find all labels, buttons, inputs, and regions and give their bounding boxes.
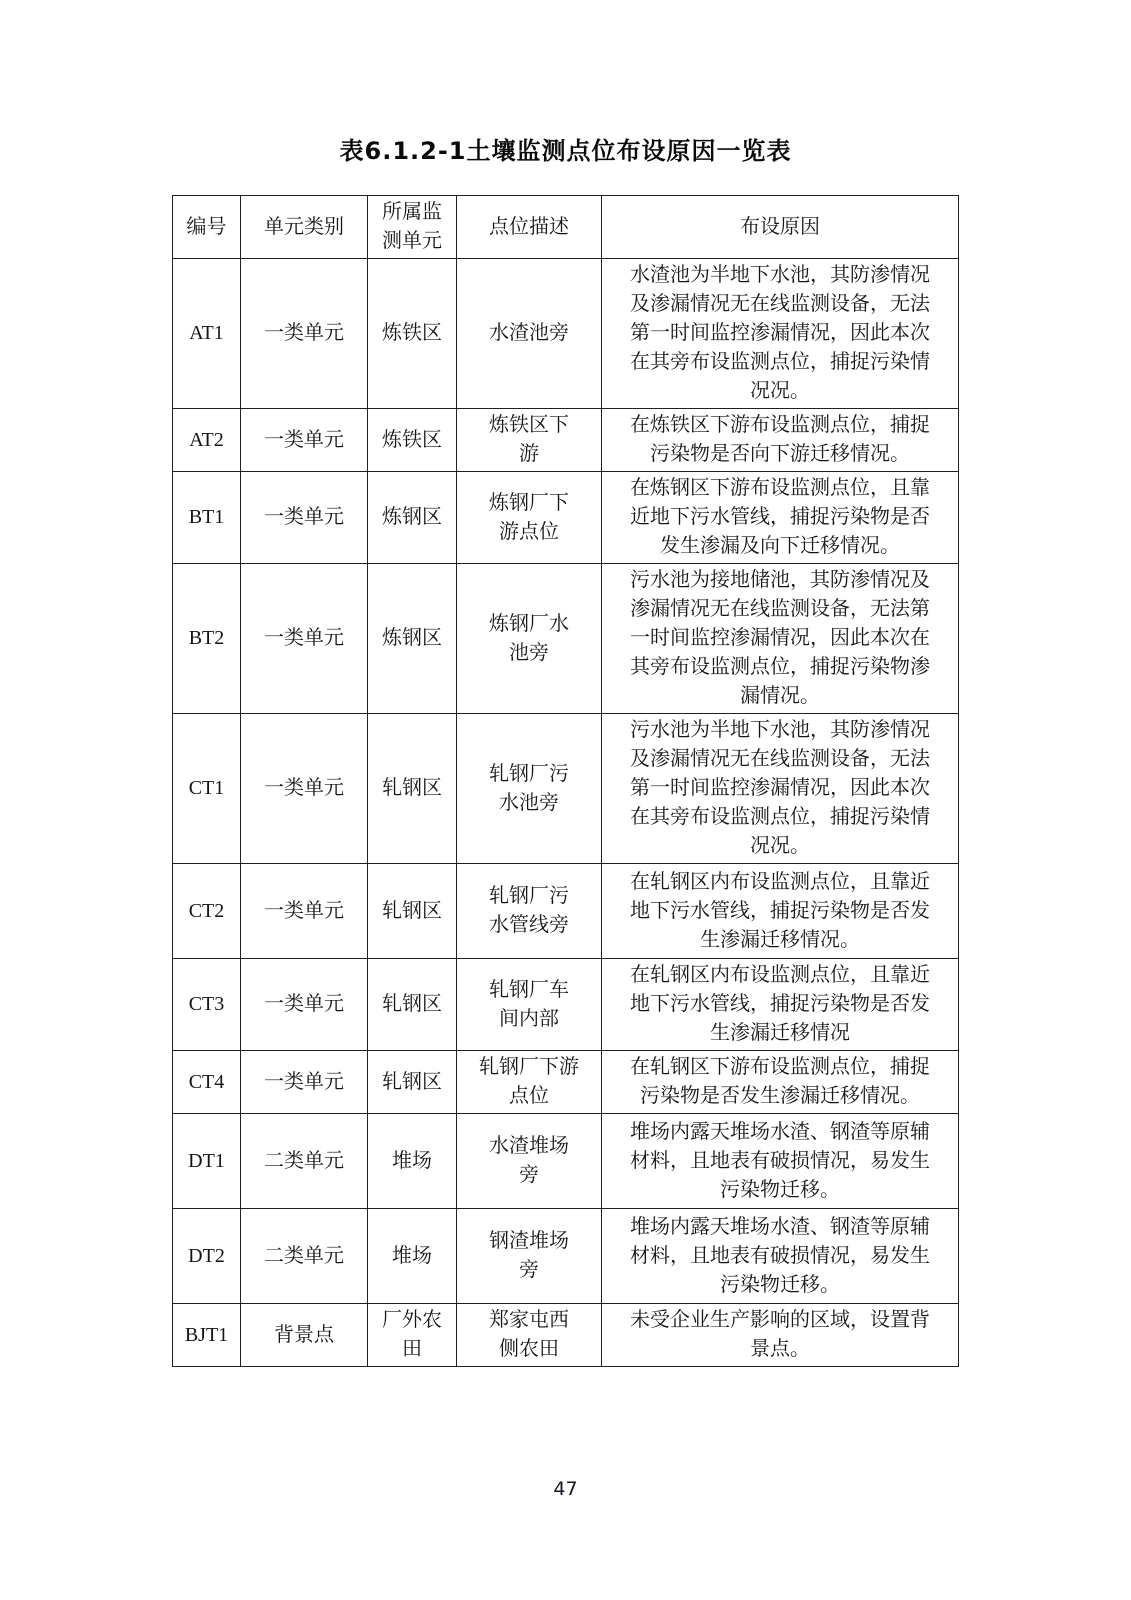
- cell-location-desc: 轧钢厂下游点位: [457, 1051, 602, 1114]
- cell-point-id: CT2: [173, 864, 241, 959]
- col-header-id: 编号: [173, 196, 241, 259]
- cell-unit-category: 一类单元: [241, 259, 368, 409]
- cell-monitor-unit: 炼钢区: [368, 564, 457, 714]
- cell-unit-category: 一类单元: [241, 409, 368, 472]
- table-row: [173, 409, 959, 472]
- cell-location-desc: 水渣堆场旁: [457, 1114, 602, 1209]
- cell-monitor-unit: 炼铁区: [368, 259, 457, 409]
- table-row: [173, 259, 959, 409]
- cell-location-desc: 郑家屯西侧农田: [457, 1304, 602, 1367]
- cell-location-desc: 炼铁区下游: [457, 409, 602, 472]
- cell-location-desc: 轧钢厂污水管线旁: [457, 864, 602, 959]
- table-row: [173, 1114, 959, 1209]
- cell-layout-reason: 在轧钢区内布设监测点位，且靠近地下污水管线，捕捉污染物是否发生渗漏迁移情况。: [602, 864, 959, 959]
- cell-unit-category: 一类单元: [241, 959, 368, 1051]
- header-row: [173, 196, 959, 259]
- cell-unit-category: 一类单元: [241, 864, 368, 959]
- table-title: 表6.1.2-1土壤监测点位布设原因一览表: [339, 137, 792, 165]
- table-row: [173, 959, 959, 1051]
- page-number: 47: [553, 1478, 578, 1500]
- cell-location-desc: 炼钢厂水池旁: [457, 564, 602, 714]
- table-row: [173, 472, 959, 564]
- cell-monitor-unit: 炼铁区: [368, 409, 457, 472]
- table-row: [173, 1051, 959, 1114]
- cell-location-desc: 轧钢厂污水池旁: [457, 714, 602, 864]
- cell-location-desc: 轧钢厂车间内部: [457, 959, 602, 1051]
- cell-layout-reason: 污水池为接地储池，其防渗情况及渗漏情况无在线监测设备，无法第一时间监控渗漏情况，因此本次在其旁布设监测点位，捕捉污染物渗漏情况。: [602, 564, 959, 714]
- cell-layout-reason: 在轧钢区下游布设监测点位，捕捉污染物是否发生渗漏迁移情况。: [602, 1051, 959, 1114]
- cell-point-id: DT1: [173, 1114, 241, 1209]
- cell-point-id: BJT1: [173, 1304, 241, 1367]
- cell-monitor-unit: 轧钢区: [368, 959, 457, 1051]
- cell-point-id: CT3: [173, 959, 241, 1051]
- cell-point-id: AT1: [173, 259, 241, 409]
- cell-layout-reason: 堆场内露天堆场水渣、钢渣等原辅材料，且地表有破损情况，易发生污染物迁移。: [602, 1114, 959, 1209]
- cell-layout-reason: 在炼钢区下游布设监测点位，且靠近地下污水管线，捕捉污染物是否发生渗漏及向下迁移情况。: [602, 472, 959, 564]
- table-header: [173, 196, 959, 259]
- cell-layout-reason: 堆场内露天堆场水渣、钢渣等原辅材料，且地表有破损情况，易发生污染物迁移。: [602, 1209, 959, 1304]
- cell-unit-category: 一类单元: [241, 1051, 368, 1114]
- table-row: [173, 1304, 959, 1367]
- cell-monitor-unit: 炼钢区: [368, 472, 457, 564]
- cell-monitor-unit: 轧钢区: [368, 714, 457, 864]
- cell-point-id: BT2: [173, 564, 241, 714]
- cell-monitor-unit: 轧钢区: [368, 1051, 457, 1114]
- col-header-unit: 所属监测单元: [368, 196, 457, 259]
- table-row: [173, 1209, 959, 1304]
- cell-unit-category: 二类单元: [241, 1209, 368, 1304]
- cell-layout-reason: 水渣池为半地下水池，其防渗情况及渗漏情况无在线监测设备，无法第一时间监控渗漏情况，因此本次在其旁布设监测点位，捕捉污染情况况。: [602, 259, 959, 409]
- cell-point-id: AT2: [173, 409, 241, 472]
- cell-point-id: DT2: [173, 1209, 241, 1304]
- cell-location-desc: 水渣池旁: [457, 259, 602, 409]
- cell-location-desc: 炼钢厂下游点位: [457, 472, 602, 564]
- cell-layout-reason: 在炼铁区下游布设监测点位，捕捉污染物是否向下游迁移情况。: [602, 409, 959, 472]
- cell-unit-category: 二类单元: [241, 1114, 368, 1209]
- cell-unit-category: 一类单元: [241, 714, 368, 864]
- cell-monitor-unit: 轧钢区: [368, 864, 457, 959]
- cell-point-id: BT1: [173, 472, 241, 564]
- table-body: [173, 259, 959, 1367]
- col-header-location: 点位描述: [457, 196, 602, 259]
- table-row: [173, 864, 959, 959]
- col-header-reason: 布设原因: [602, 196, 959, 259]
- cell-monitor-unit: 厂外农田: [368, 1304, 457, 1367]
- cell-unit-category: 一类单元: [241, 472, 368, 564]
- cell-layout-reason: 未受企业生产影响的区域，设置背景点。: [602, 1304, 959, 1367]
- table-row: [173, 564, 959, 714]
- cell-monitor-unit: 堆场: [368, 1114, 457, 1209]
- soil-monitoring-points-table: [172, 195, 959, 1367]
- cell-monitor-unit: 堆场: [368, 1209, 457, 1304]
- table-row: [173, 714, 959, 864]
- cell-layout-reason: 污水池为半地下水池，其防渗情况及渗漏情况无在线监测设备，无法第一时间监控渗漏情况，因此本次在其旁布设监测点位，捕捉污染情况况。: [602, 714, 959, 864]
- col-header-category: 单元类别: [241, 196, 368, 259]
- cell-layout-reason: 在轧钢区内布设监测点位，且靠近地下污水管线，捕捉污染物是否发生渗漏迁移情况: [602, 959, 959, 1051]
- cell-point-id: CT4: [173, 1051, 241, 1114]
- cell-location-desc: 钢渣堆场旁: [457, 1209, 602, 1304]
- cell-unit-category: 背景点: [241, 1304, 368, 1367]
- cell-unit-category: 一类单元: [241, 564, 368, 714]
- cell-point-id: CT1: [173, 714, 241, 864]
